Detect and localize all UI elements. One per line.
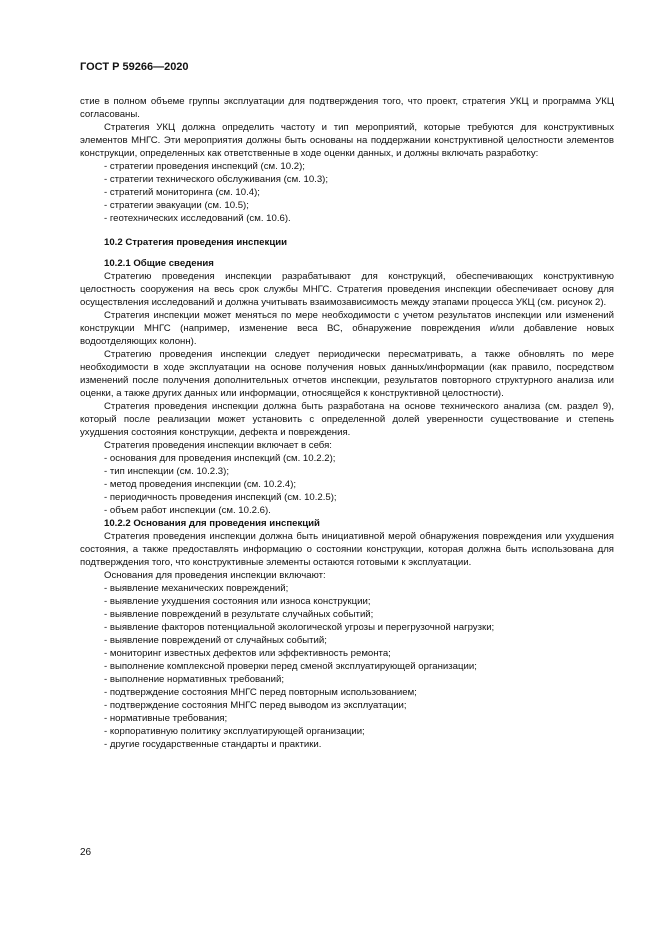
list-item: - стратегии эвакуации (см. 10.5); xyxy=(104,200,249,211)
list-item: - мониторинг известных дефектов или эффективность ремонта; xyxy=(104,648,391,659)
list-item: - выполнение нормативных требований; xyxy=(104,674,285,685)
list-item: - корпоративную политику эксплуатирующей организации; xyxy=(104,726,365,737)
list-item: - основания для проведения инспекций (см. 10.2.2); xyxy=(104,453,336,464)
paragraph: Стратегия проведения инспекции должна быть разработана на основе технического анализа (см. раздел 9), который после реализации может установить с определенной долей уверенности существование и степень ухудшения состояния конструкции, дефекта и повреждения. xyxy=(80,401,614,438)
paragraph: Стратегию проведения инспекции разрабатывают для конструкций, обеспечивающих конструктивную целостность сооружения на весь срок службы МНГС. Стратегия проведения инспекции обеспечивает основу для осуществления исследований и должна учитывать взаимозависимость между этапами процесса УКЦ (см. рисунок 2). xyxy=(80,271,614,308)
list-item: - нормативные требования; xyxy=(104,713,228,724)
list-item: - геотехнических исследований (см. 10.6). xyxy=(104,213,291,224)
list-item: - выполнение комплексной проверки перед сменой эксплуатирующей организации; xyxy=(104,661,477,672)
list-item: - подтверждение состояния МНГС перед выводом из эксплуатации; xyxy=(104,700,407,711)
paragraph: Основания для проведения инспекции включают: xyxy=(104,570,326,581)
paragraph: Стратегия УКЦ должна определить частоту и тип мероприятий, которые требуются для конструктивных элементов МНГС. Эти мероприятия должны быть основаны на поддержании конструктивной целостности элементов конструкции, определенных как ответственные в ходе оценки данных, и должны включать разработку: xyxy=(80,122,614,159)
document-header: ГОСТ Р 59266—2020 xyxy=(80,61,189,73)
list-item: - другие государственные стандарты и практики. xyxy=(104,739,322,750)
list-item: - стратегии проведения инспекций (см. 10.2); xyxy=(104,161,305,172)
list-item: - выявление повреждений от случайных событий; xyxy=(104,635,327,646)
paragraph: Стратегия проведения инспекции включает в себя: xyxy=(104,440,332,451)
paragraph: Стратегия проведения инспекции должна быть инициативной мерой обнаружения повреждения или ухудшения состояния, а также предоставлять информацию о состоянии конструкции, которая должна быть использована для подтверждения того, что конструктивные элементы остаются готовыми к эксплуатации. xyxy=(80,531,614,568)
section-heading: 10.2 Стратегия проведения инспекции xyxy=(104,237,288,248)
list-item: - тип инспекции (см. 10.2.3); xyxy=(104,466,229,477)
list-item: - подтверждение состояния МНГС перед повторным использованием; xyxy=(104,687,417,698)
list-item: - стратегий мониторинга (см. 10.4); xyxy=(104,187,260,198)
list-item: - выявление факторов потенциальной экологической угрозы и перегрузочной нагрузки; xyxy=(104,622,495,633)
paragraph: Стратегию проведения инспекции следует периодически пересматривать, а также обновлять по мере необходимости в ходе эксплуатации на основе получения новых данных/информации (как правило, посредством изменений после получения дополнительных отчетов инспекции, результатов повторного структурного анализа или оценки, а также других данных или информации, относящейся к конструктивной целостности). xyxy=(80,349,614,399)
list-item: - метод проведения инспекции (см. 10.2.4); xyxy=(104,479,297,490)
list-item: - стратегии технического обслуживания (см. 10.3); xyxy=(104,174,329,185)
paragraph: стие в полном объеме группы эксплуатации для подтверждения того, что проект, стратегия УКЦ и программа УКЦ согласованы. xyxy=(80,96,614,120)
list-item: - выявление повреждений в результате случайных событий; xyxy=(104,609,374,620)
subsection-heading: 10.2.2 Основания для проведения инспекций xyxy=(104,518,320,529)
document-body xyxy=(80,95,614,751)
page-number: 26 xyxy=(80,847,92,858)
list-item: - периодичность проведения инспекций (см. 10.2.5); xyxy=(104,492,337,503)
paragraph: Стратегия инспекции может меняться по мере необходимости с учетом результатов инспекции или изменений конструкции МНГС (например, изменение веса ВС, обнаружение повреждения и/или добавление новых водоотделяющих колонн). xyxy=(80,310,614,347)
list-item: - выявление ухудшения состояния или износа конструкции; xyxy=(104,596,371,607)
list-item: - объем работ инспекции (см. 10.2.6). xyxy=(104,505,271,516)
list-item: - выявление механических повреждений; xyxy=(104,583,289,594)
subsection-heading: 10.2.1 Общие сведения xyxy=(104,258,214,269)
